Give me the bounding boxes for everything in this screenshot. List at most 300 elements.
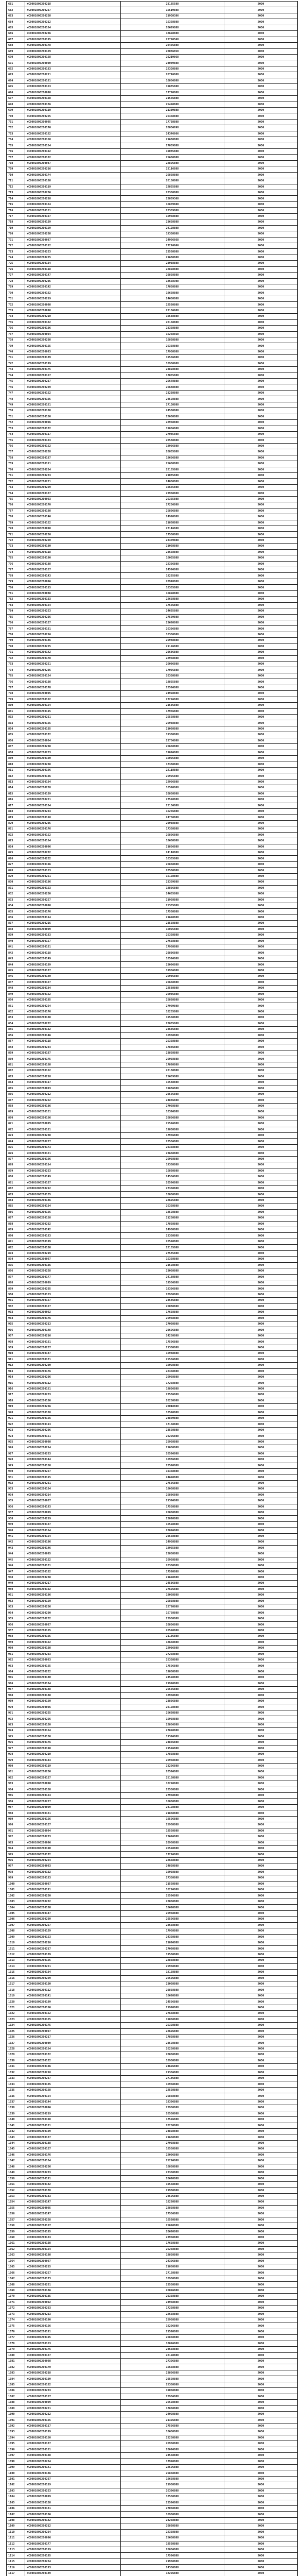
record-code: 27098888 [121, 1321, 224, 1327]
record-id: WC0001000200117 [25, 2423, 121, 2429]
table-row [7, 1133, 298, 1139]
amount: 2000 [224, 1793, 298, 1799]
record-id: WC0001000200226 [25, 532, 121, 537]
record-id: WC0001000200220 [25, 537, 121, 543]
record-id: WC0001000200190 [25, 1845, 121, 1851]
row-number: 786 [7, 620, 25, 625]
row-number: 936 [7, 1504, 25, 1510]
record-code: 23938888 [121, 261, 224, 266]
record-id: WC0001000200188 [25, 1692, 121, 1698]
amount: 2000 [224, 1133, 298, 1139]
amount: 2000 [224, 673, 298, 679]
row-number: 1072 [7, 2306, 25, 2311]
table-row [7, 2570, 298, 2576]
row-number: 872 [7, 1127, 25, 1132]
amount: 2000 [224, 1192, 298, 1197]
record-id: WC0001000200097 [25, 2028, 121, 2034]
row-number: 1089 [7, 2405, 25, 2411]
row-number: 788 [7, 632, 25, 637]
amount: 2000 [224, 1027, 298, 1032]
record-id: WC0001000200216 [25, 632, 121, 637]
record-id: WC0001000200161 [25, 1386, 121, 1392]
record-code: 19368888 [121, 1162, 224, 1168]
row-number: 708 [7, 160, 25, 166]
amount: 2000 [224, 1262, 298, 1268]
record-id: WC0001000200228 [25, 449, 121, 455]
table-row [7, 1363, 298, 1368]
record-code: 23558888 [121, 921, 224, 926]
record-code: 23186888 [121, 803, 224, 808]
record-code: 24536888 [121, 1581, 224, 1586]
amount: 2000 [224, 1639, 298, 1645]
amount: 2000 [224, 815, 298, 820]
amount: 2000 [224, 1769, 298, 1775]
row-number: 1061 [7, 2241, 25, 2246]
row-number: 939 [7, 1521, 25, 1527]
row-number: 1029 [7, 2052, 25, 2058]
record-code: 23856888 [121, 2370, 224, 2376]
amount: 2000 [224, 190, 298, 196]
amount: 2000 [224, 2211, 298, 2217]
record-id: WC0001000200157 [25, 938, 121, 944]
record-code: 23958888 [121, 1616, 224, 1621]
row-number: 1104 [7, 2494, 25, 2500]
amount: 2000 [224, 1810, 298, 1816]
record-code: 26658888 [121, 979, 224, 985]
record-code: 24898888 [121, 2128, 224, 2134]
amount: 2000 [224, 119, 298, 125]
record-id: WC0001000200147 [25, 1910, 121, 1916]
table-row [7, 1740, 298, 1745]
record-id: WC0001000200193 [25, 1504, 121, 1510]
row-number: 960 [7, 1646, 25, 1651]
table-row [7, 979, 298, 985]
table-row [7, 585, 298, 590]
row-number: 691 [7, 60, 25, 66]
row-number: 828 [7, 868, 25, 873]
record-code: 22058888 [121, 1899, 224, 1904]
row-number: 893 [7, 1250, 25, 1256]
row-number: 682 [7, 7, 25, 13]
amount: 2000 [224, 1257, 298, 1262]
row-number: 784 [7, 608, 25, 614]
record-id: WC0001000200182 [25, 2382, 121, 2387]
row-number: 978 [7, 1751, 25, 1757]
record-code: 19566888 [121, 355, 224, 361]
row-number: 885 [7, 1204, 25, 1209]
table-row [7, 779, 298, 785]
row-number: 1014 [7, 1963, 25, 1969]
amount: 2000 [224, 443, 298, 449]
record-code: 20836998 [121, 125, 224, 131]
table-row [7, 31, 298, 37]
record-code: 27158888 [121, 2270, 224, 2276]
record-code: 25658888 [121, 461, 224, 467]
table-row [7, 331, 298, 337]
table-row [7, 467, 298, 472]
table-row [7, 2505, 298, 2511]
record-code: 20938888 [121, 820, 224, 826]
table-row [7, 107, 298, 113]
row-number: 833 [7, 897, 25, 903]
amount: 2000 [224, 2023, 298, 2028]
record-id: WC0001000200182 [25, 155, 121, 160]
row-number: 843 [7, 956, 25, 961]
record-code: 26896888 [121, 832, 224, 838]
amount: 2000 [224, 926, 298, 932]
record-code: 23828888 [121, 367, 224, 372]
amount: 2000 [224, 479, 298, 484]
amount: 2000 [224, 148, 298, 154]
record-code: 24998888 [121, 691, 224, 697]
amount: 2000 [224, 532, 298, 537]
amount: 2000 [224, 1451, 298, 1456]
record-id: WC0001000200122 [25, 2058, 121, 2063]
amount: 2000 [224, 1374, 298, 1380]
record-code: 22165888 [121, 467, 224, 472]
row-number: 1052 [7, 2188, 25, 2193]
amount: 2000 [224, 396, 298, 402]
table-row [7, 2417, 298, 2423]
record-id: WC0001000200190 [25, 756, 121, 761]
row-number: 1059 [7, 2229, 25, 2234]
table-row [7, 1468, 298, 1474]
amount: 2000 [224, 956, 298, 961]
record-id: WC0001000200087 [25, 1498, 121, 1504]
record-code: 18255888 [121, 1009, 224, 1014]
table-row [7, 808, 298, 814]
amount: 2000 [224, 614, 298, 620]
amount: 2000 [224, 2128, 298, 2134]
table-row [7, 1298, 298, 1303]
table-row [7, 844, 298, 850]
record-id: WC0001000200110 [25, 815, 121, 820]
row-number: 780 [7, 585, 25, 590]
record-id: WC0001000200227 [25, 1922, 121, 1928]
amount: 2000 [224, 2505, 298, 2511]
record-code: 18096888 [121, 2341, 224, 2346]
amount: 2000 [224, 367, 298, 372]
table-row [7, 2158, 298, 2164]
record-id: WC0001000200181 [25, 2505, 121, 2511]
record-code: 16859888 [121, 201, 224, 207]
amount: 2000 [224, 1156, 298, 1162]
row-number: 986 [7, 1799, 25, 1804]
amount: 2000 [224, 1574, 298, 1580]
record-id: WC0001000200229 [25, 1975, 121, 1981]
table-row [7, 1339, 298, 1345]
table-row [7, 1810, 298, 1816]
amount: 2000 [224, 331, 298, 337]
record-id: WC0001000200158 [25, 1215, 121, 1221]
table-row [7, 2205, 298, 2211]
row-number: 782 [7, 597, 25, 602]
table-row [7, 532, 298, 537]
record-code: 25858888 [121, 1598, 224, 1604]
row-number: 1117 [7, 2570, 25, 2576]
record-id: WC0001000200084 [25, 738, 121, 743]
amount: 2000 [224, 1433, 298, 1439]
record-code: 23258888 [121, 2435, 224, 2441]
record-id: WC0001000200199 [25, 1999, 121, 2005]
amount: 2000 [224, 2494, 298, 2500]
amount: 2000 [224, 1970, 298, 1975]
table-row [7, 2005, 298, 2010]
row-number: 1114 [7, 2553, 25, 2558]
row-number: 752 [7, 420, 25, 426]
record-code: 25988888 [121, 638, 224, 643]
record-code: 26368888 [121, 113, 224, 119]
record-code: 22855888 [121, 184, 224, 190]
record-id: WC0001000200190 [25, 2317, 121, 2323]
record-id: WC0001000200186 [25, 2512, 121, 2517]
record-code: 17858888 [121, 284, 224, 290]
row-number: 707 [7, 155, 25, 160]
record-code: 20898888 [121, 2523, 224, 2529]
row-number: 775 [7, 555, 25, 561]
row-number: 867 [7, 1097, 25, 1103]
row-number: 883 [7, 1192, 25, 1197]
record-id: WC0001000200193 [25, 2565, 121, 2570]
record-id: WC0001000200186 [25, 1539, 121, 1545]
row-number: 702 [7, 125, 25, 131]
table-row [7, 2382, 298, 2387]
record-code: 26958888 [121, 1156, 224, 1162]
record-id: WC0001000200137 [25, 2134, 121, 2140]
record-id: WC0001000200112 [25, 1380, 121, 1386]
row-number: 776 [7, 561, 25, 567]
amount: 2000 [224, 1928, 298, 1934]
amount: 2000 [224, 526, 298, 531]
record-id: WC0001000200218 [25, 2, 121, 7]
amount: 2000 [224, 2229, 298, 2234]
table-row [7, 261, 298, 266]
record-id: WC0001000200162 [25, 991, 121, 997]
record-id: WC0001000200167 [25, 2223, 121, 2228]
record-id: WC0001000200212 [25, 1091, 121, 1097]
row-number: 871 [7, 1121, 25, 1127]
row-number: 816 [7, 797, 25, 803]
record-code: 17898888 [121, 1062, 224, 1067]
record-id: WC0001000200227 [25, 1468, 121, 1474]
row-number: 747 [7, 390, 25, 396]
record-code: 20018888 [121, 1404, 224, 1410]
record-id: WC0001000200162 [25, 1068, 121, 1074]
table-row [7, 1657, 298, 1663]
record-code: 16958888 [121, 1032, 224, 1038]
record-code: 18658888 [121, 1639, 224, 1645]
amount: 2000 [224, 744, 298, 750]
row-number: 1030 [7, 2058, 25, 2063]
row-number: 797 [7, 685, 25, 690]
record-id: WC0001000200195 [25, 997, 121, 1003]
record-id: WC0001000200098 [25, 1439, 121, 1445]
table-row [7, 921, 298, 926]
table-row [7, 66, 298, 72]
amount: 2000 [224, 1475, 298, 1480]
record-id: WC0001000200208 [25, 761, 121, 767]
record-code: 21596888 [121, 1745, 224, 1751]
record-id: WC0001000200095 [25, 1121, 121, 1127]
table-row [7, 2341, 298, 2346]
amount: 2000 [224, 125, 298, 131]
table-row [7, 13, 298, 19]
record-id: WC0001000200221 [25, 873, 121, 879]
row-number: 738 [7, 337, 25, 343]
row-number: 902 [7, 1303, 25, 1309]
row-number: 1034 [7, 2081, 25, 2087]
table-row [7, 1039, 298, 1044]
amount: 2000 [224, 420, 298, 426]
table-row [7, 667, 298, 673]
table-row [7, 449, 298, 455]
row-number: 950 [7, 1586, 25, 1592]
table-row [7, 249, 298, 255]
amount: 2000 [224, 579, 298, 584]
record-id: WC0001000200231 [25, 714, 121, 720]
record-id: WC0001000200153 [25, 1934, 121, 1940]
table-row [7, 1457, 298, 1463]
record-code: 25936888 [121, 974, 224, 979]
table-row [7, 968, 298, 973]
amount: 2000 [224, 1427, 298, 1433]
table-row [7, 2464, 298, 2470]
table-row [7, 897, 298, 903]
amount: 2000 [224, 2016, 298, 2022]
record-id: WC0001000200147 [25, 273, 121, 278]
amount: 2000 [224, 1050, 298, 1056]
amount: 2000 [224, 490, 298, 496]
record-id: WC0001000200153 [25, 868, 121, 873]
record-code: 19856888 [121, 426, 224, 431]
row-number: 739 [7, 343, 25, 349]
amount: 2000 [224, 938, 298, 944]
row-number: 865 [7, 1086, 25, 1091]
amount: 2000 [224, 1551, 298, 1557]
record-code: 27969888 [121, 1003, 224, 1009]
amount: 2000 [224, 590, 298, 596]
table-row [7, 237, 298, 243]
row-number: 761 [7, 473, 25, 479]
amount: 2000 [224, 1204, 298, 1209]
record-code: 18068888 [121, 1486, 224, 1492]
record-id: WC0001000200214 [25, 1445, 121, 1451]
record-id: WC0001000200161 [25, 2447, 121, 2452]
record-code: 27226666 [121, 243, 224, 248]
amount: 2000 [224, 643, 298, 649]
row-number: 863 [7, 1074, 25, 1079]
record-id: WC0001000200117 [25, 431, 121, 437]
table-row [7, 296, 298, 301]
record-code: 22695888 [121, 1197, 224, 1203]
amount: 2000 [224, 1557, 298, 1563]
row-number: 794 [7, 667, 25, 673]
amount: 2000 [224, 2188, 298, 2193]
record-code: 22858888 [121, 1958, 224, 1963]
record-id: WC0001000200104 [25, 1486, 121, 1492]
record-code: 21908386 [121, 13, 224, 19]
amount: 2000 [224, 903, 298, 908]
row-number: 1038 [7, 2105, 25, 2111]
table-row [7, 2223, 298, 2228]
amount: 2000 [224, 1917, 298, 1922]
record-code: 23558888 [121, 2282, 224, 2287]
table-row [7, 1516, 298, 1521]
amount: 2000 [224, 278, 298, 284]
row-number: 817 [7, 803, 25, 808]
row-number: 764 [7, 490, 25, 496]
amount: 2000 [224, 820, 298, 826]
record-id: WC0001000200186 [25, 879, 121, 885]
record-id: WC0001000200156 [25, 1416, 121, 1421]
row-number: 896 [7, 1268, 25, 1274]
table-row [7, 437, 298, 443]
row-number: 837 [7, 921, 25, 926]
record-id: WC0001000200192 [25, 148, 121, 154]
amount: 2000 [224, 844, 298, 850]
table-row [7, 1586, 298, 1592]
record-id: WC0001000200144 [25, 2099, 121, 2105]
amount: 2000 [224, 2087, 298, 2093]
table-row [7, 1781, 298, 1787]
row-number: 957 [7, 1628, 25, 1633]
table-row [7, 2181, 298, 2187]
amount: 2000 [224, 2470, 298, 2476]
record-id: WC0001000200233 [25, 1392, 121, 1398]
amount: 2000 [224, 96, 298, 101]
amount: 2000 [224, 1710, 298, 1716]
row-number: 860 [7, 1056, 25, 1062]
record-id: WC0001000200195 [25, 37, 121, 42]
record-id: WC0001000200098 [25, 2359, 121, 2364]
row-number: 858 [7, 1044, 25, 1050]
row-number: 769 [7, 520, 25, 526]
record-id: WC0001000200176 [25, 101, 121, 107]
amount: 2000 [224, 1463, 298, 1468]
amount: 2000 [224, 43, 298, 48]
amount: 2000 [224, 1657, 298, 1663]
table-row [7, 1722, 298, 1727]
record-id: WC0001000200101 [25, 626, 121, 632]
amount: 2000 [224, 697, 298, 702]
record-code: 25596888 [121, 1893, 224, 1899]
record-id: WC0001000200224 [25, 1857, 121, 1863]
table-row [7, 25, 298, 30]
row-number: 976 [7, 1740, 25, 1745]
record-id: WC0001000200108 [25, 2453, 121, 2459]
record-code: 26958888 [121, 1557, 224, 1563]
row-number: 722 [7, 243, 25, 248]
record-code: 26258888 [121, 1398, 224, 1403]
table-row [7, 2176, 298, 2181]
amount: 2000 [224, 1015, 298, 1021]
record-id: WC0001000200184 [25, 986, 121, 991]
table-row [7, 1669, 298, 1674]
record-code: 19836888 [121, 1086, 224, 1091]
row-number: 721 [7, 237, 25, 243]
record-code: 24258888 [121, 2517, 224, 2523]
amount: 2000 [224, 756, 298, 761]
record-id: WC0001000200188 [25, 1905, 121, 1910]
amount: 2000 [224, 1144, 298, 1150]
row-number: 909 [7, 1345, 25, 1350]
record-id: WC0001000200108 [25, 679, 121, 685]
amount: 2000 [224, 1828, 298, 1834]
amount: 2000 [224, 585, 298, 590]
amount: 2000 [224, 650, 298, 655]
table-row [7, 1451, 298, 1456]
table-row [7, 785, 298, 791]
